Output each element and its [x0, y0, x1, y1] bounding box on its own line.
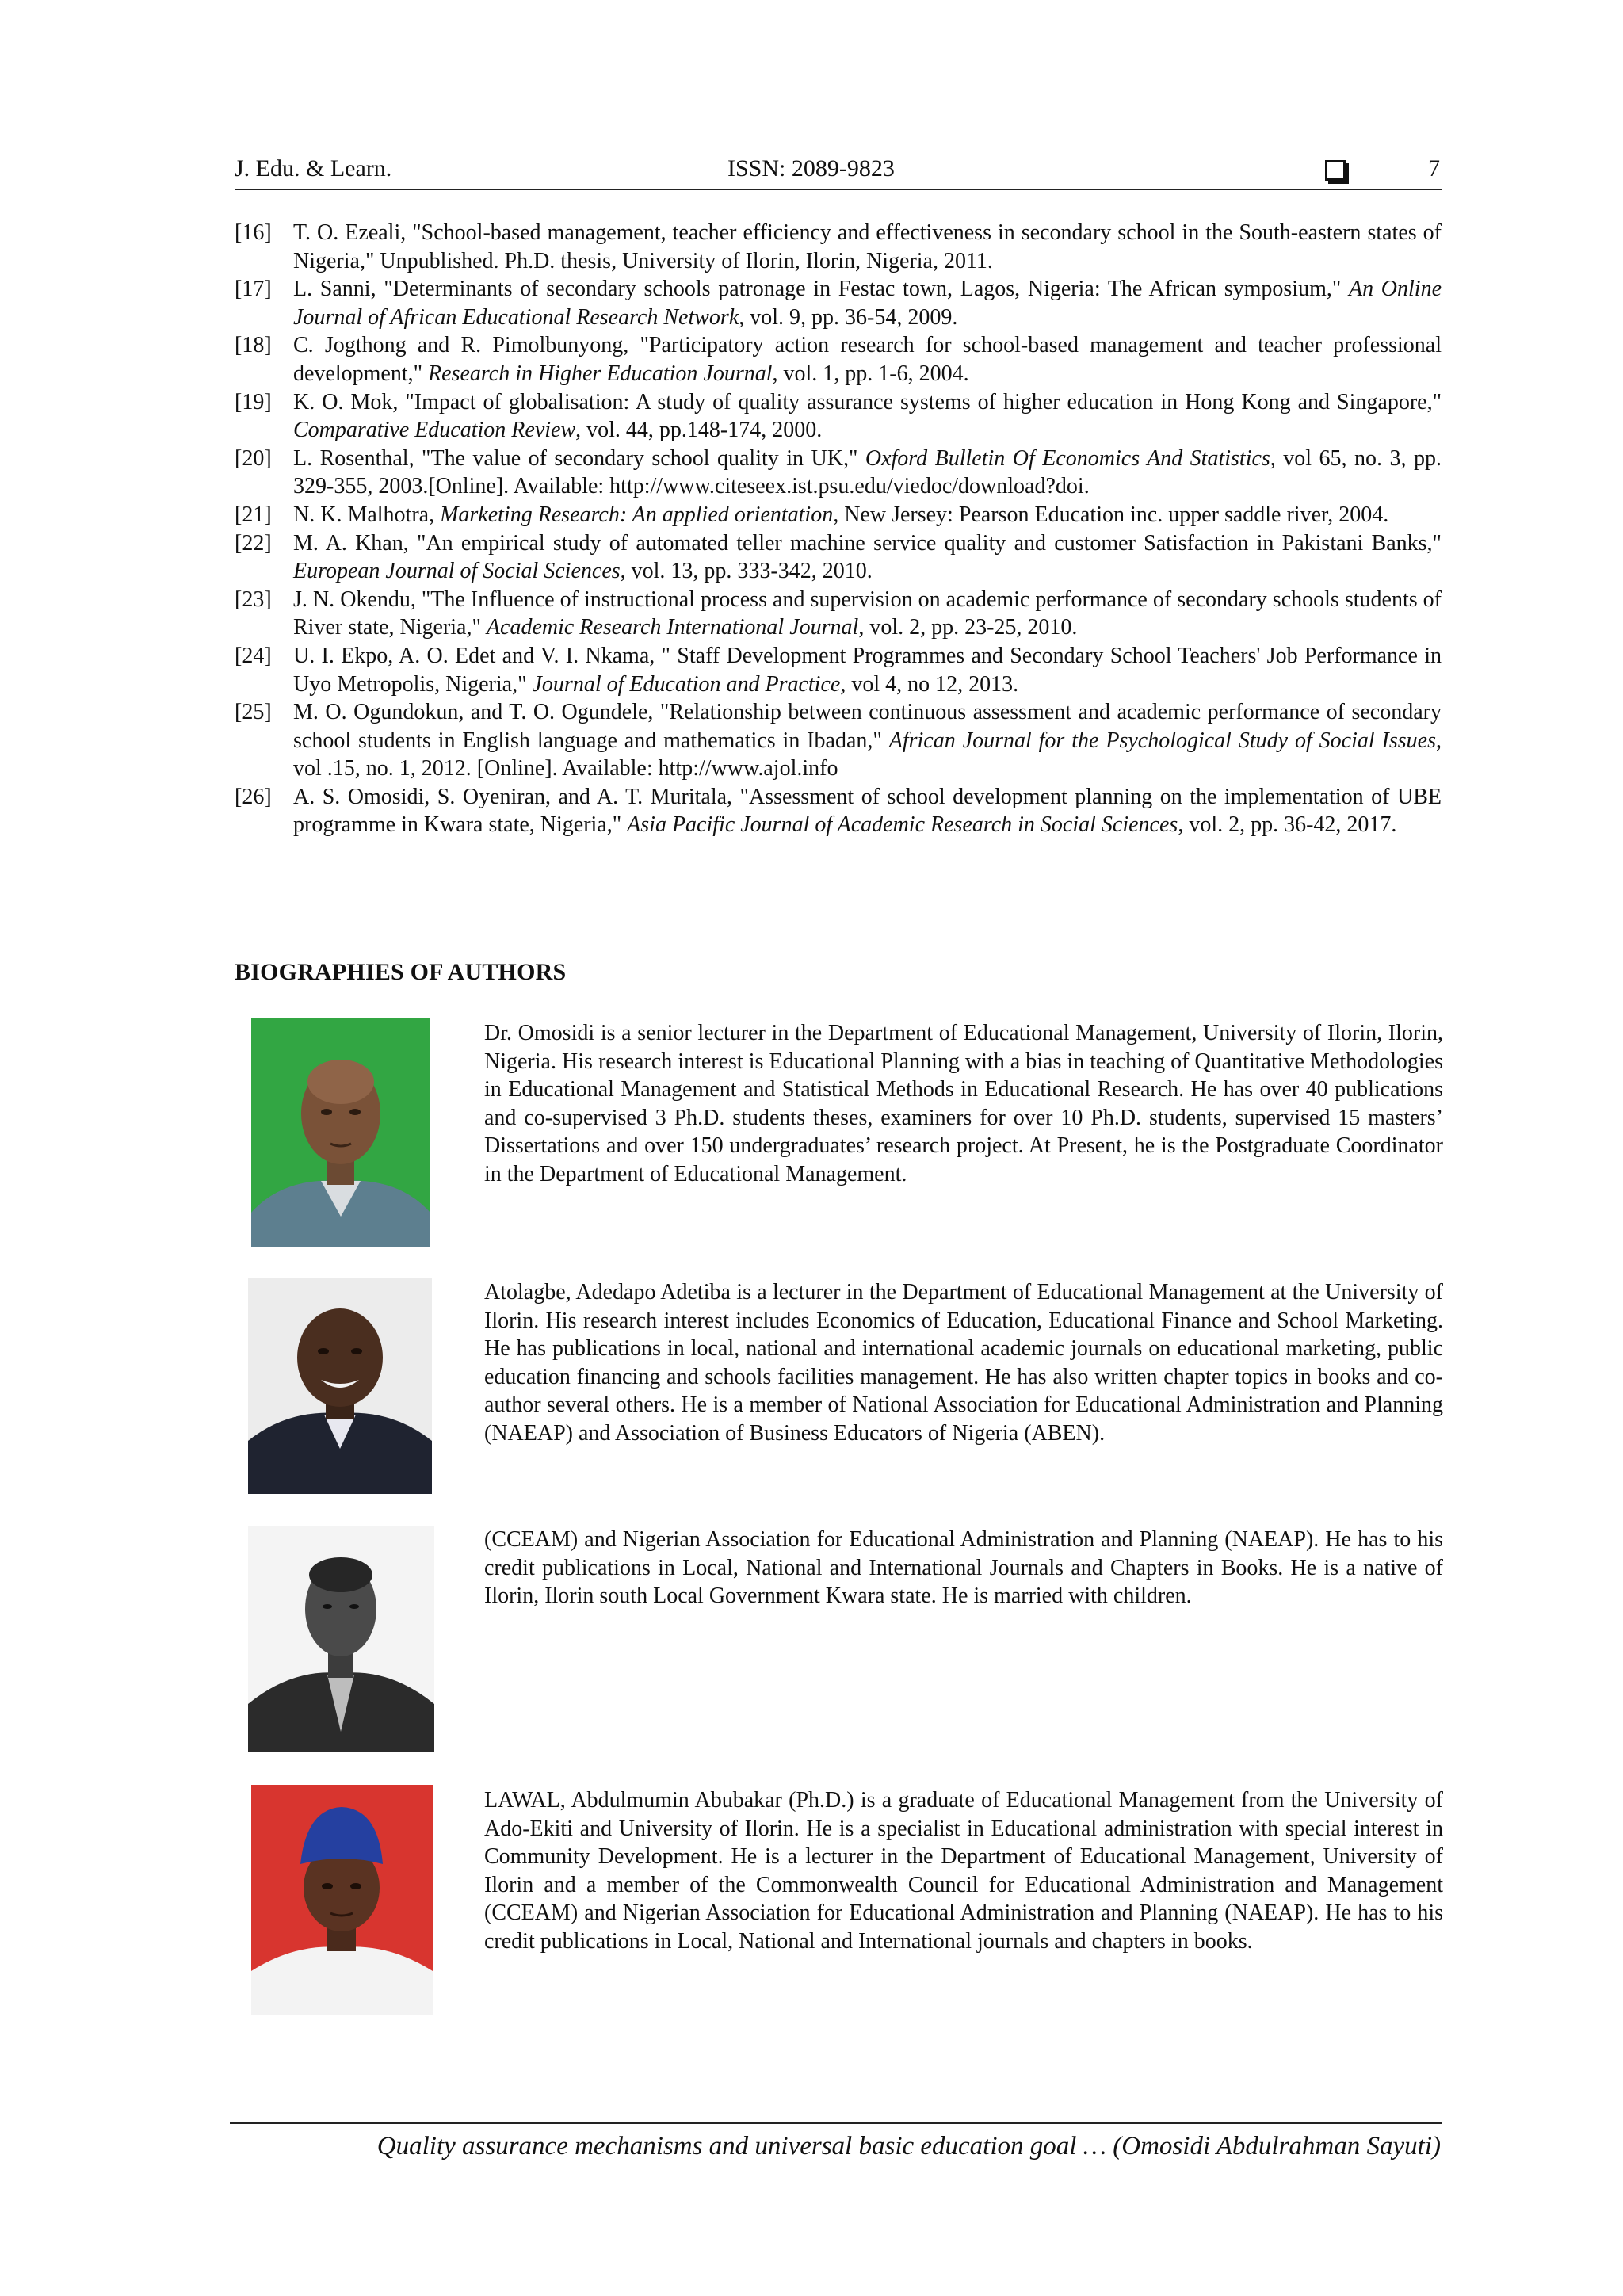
- reference-text: [293, 219, 1442, 275]
- reference-text-part: , vol. 44, pp.148-174, 2000.: [575, 418, 823, 443]
- reference-text-part: , vol. 13, pp. 333-342, 2010.: [620, 559, 873, 584]
- reference-source-title: Oxford Bulletin Of Economics And Statistics: [865, 445, 1270, 471]
- reference-text-part: vol 4, no 12, 2013.: [846, 671, 1019, 697]
- reference-item: [235, 219, 1442, 275]
- reference-text-part: , vol 65, no. 3, pp. 329-355, 2003.[Online]. Available: http://www.citeseex.ist.psu.edu/viedoc/download?doi.: [293, 445, 1442, 499]
- reference-text-part: A. S. Omosidi, S. Oyeniran, and A. T. Muritala, "Assessment of school development planning on the implementation of UBE programme in Kwara state, Nigeria,": [293, 784, 1442, 838]
- reference-text: [293, 783, 1442, 839]
- reference-item: [235, 445, 1442, 501]
- reference-text-part: L. Sanni, "Determinants of secondary schools patronage in Festac town, Lagos, Nigeria: The African symposium,": [293, 277, 1349, 302]
- reference-text: [293, 501, 1442, 529]
- reference-text-part: J. N. Okendu, "The Influence of instructional process and supervision on academic performance of secondary schools students of River state, Nigeria,": [293, 586, 1442, 640]
- reference-text-part: , vol. 9, pp. 36-54, 2009.: [739, 304, 958, 330]
- reference-text: [293, 331, 1442, 388]
- reference-item: [235, 275, 1442, 331]
- reference-source-title: Research in Higher Education Journal: [428, 361, 773, 386]
- footer-rule: [230, 2122, 1442, 2124]
- reference-source-title: Comparative Education Review: [293, 418, 576, 443]
- running-footer: Quality assurance mechanisms and universal basic education goal … (Omosidi Abdulrahman Sayuti): [376, 2132, 1441, 2160]
- reference-text-part: , vol. 2, pp. 36-42, 2017.: [1178, 812, 1397, 838]
- author-bio-2: Atolagbe, Adedapo Adetiba is a lecturer in the Department of Educational Management at the University of Ilorin. His research interest includes Economics of Education, Educational Finance and School Marketing. He has publications in local, national and international academic journals on educational marketing, public education financing and schools facilities management. He has also written chapter topics in books and co-author several others. He is a member of National Association for Educational Administration and Planning (NAEAP) and Association of Business Educators of Nigeria (ABEN).: [484, 1280, 1443, 1446]
- reference-text-part: M. A. Khan, "An empirical study of automated teller machine service quality and customer Satisfaction in Pakistani Banks,": [293, 530, 1442, 556]
- author-bio-1: Dr. Omosidi is a senior lecturer in the Department of Educational Management, University of Ilorin, Ilorin, Nigeria. His research interest is Educational Planning with a bias in teaching of Quantitative Methodologies in Educational Management and Statistical Methods in Educational Research. He has over 40 publications and co-supervised 3 Ph.D. students theses, examiners for over 10 Ph.D. students, supervised 15 masters’ Dissertations and over 150 undergraduates’ research project. At Present, he is the Postgraduate Coordinator in the Department of Educational Management.: [484, 1021, 1443, 1186]
- reference-item: [235, 698, 1442, 783]
- reference-text-part: N. K. Malhotra,: [293, 502, 441, 527]
- reference-text-part: , vol. 1, pp. 1-6, 2004.: [772, 361, 969, 386]
- reference-source-title: An Online Journal of African Educational Research Network: [293, 277, 1442, 330]
- reference-source-title: Marketing Research: An applied orientation,: [440, 502, 839, 527]
- checkbox-square-icon: [1325, 160, 1346, 181]
- author-bio-3: (CCEAM) and Nigerian Association for Educational Administration and Planning (NAEAP). He has to his credit publications in Local, National and International Journals and Chapters in Books. He is a native of Ilorin, Ilorin south Local Government Kwara state. He is married with children.: [484, 1527, 1443, 1609]
- reference-text: [293, 642, 1442, 698]
- author-photo-2: [248, 1278, 432, 1494]
- reference-source-title: European Journal of Social Sciences: [293, 559, 621, 584]
- reference-text-part: , vol. 2, pp. 23-25, 2010.: [858, 615, 1078, 640]
- reference-text-part: L. Rosenthal, "The value of secondary school quality in UK,": [293, 445, 865, 471]
- reference-text-part: New Jersey: Pearson Education inc. upper saddle river, 2004.: [838, 502, 1389, 527]
- reference-text-part: U. I. Ekpo, A. O. Edet and V. I. Nkama, " Staff Development Programmes and Secondary School Teachers' Job Performance in Uyo Metropolis, Nigeria,": [293, 643, 1442, 697]
- reference-number: [22]: [235, 530, 272, 556]
- running-header: [235, 155, 1442, 190]
- reference-number: [20]: [235, 445, 272, 471]
- reference-item: [235, 529, 1442, 586]
- journal-abbrev: J. Edu. & Learn.: [235, 155, 392, 181]
- reference-item: [235, 501, 1442, 529]
- reference-item: [235, 783, 1442, 839]
- reference-text-part: T. O. Ezeali, "School-based management, teacher efficiency and effectiveness in secondary school in the South-eastern states of Nigeria," Unpublished. Ph.D. thesis, University of Ilorin, Ilorin, Nigeria, 2011.: [293, 220, 1442, 273]
- reference-number: [19]: [235, 389, 272, 415]
- author-photo-4: [251, 1785, 433, 2015]
- page-number: 7: [1428, 155, 1440, 181]
- reference-text-part: M. O. Ogundokun, and T. O. Ogundele, "Relationship between continuous assessment and academic performance of secondary school students in English language and mathematics in Ibadan,": [293, 700, 1442, 753]
- issn: ISSN: 2089-9823: [727, 155, 895, 181]
- reference-number: [25]: [235, 700, 272, 725]
- reference-text: [293, 388, 1442, 445]
- reference-item: [235, 586, 1442, 642]
- reference-text: [293, 529, 1442, 586]
- reference-number: [16]: [235, 220, 272, 245]
- reference-source-title: Academic Research International Journal: [486, 615, 859, 640]
- reference-text-part: K. O. Mok, "Impact of globalisation: A study of quality assurance systems of higher education in Hong Kong and Singapore,": [293, 389, 1442, 415]
- author-bio-4: LAWAL, Abdulmumin Abubakar (Ph.D.) is a graduate of Educational Management from the University of Ado-Ekiti and University of Ilorin. He is a specialist in Educational administration with special interest in Community Development. He is a lecturer in the Department of Educational Management, University of Ilorin and a member of the Commonwealth Council for Educational Administration and Management (CCEAM) and Nigerian Association for Educational Administration and Planning (NAEAP). He has to his credit publications in Local, National and International journals and chapters in books.: [484, 1788, 1443, 1954]
- reference-text: [293, 586, 1442, 642]
- biographies-heading: BIOGRAPHIES OF AUTHORS: [235, 959, 567, 985]
- reference-text: [293, 445, 1442, 501]
- reference-number: [26]: [235, 784, 272, 809]
- reference-list: [235, 219, 1442, 839]
- reference-number: [21]: [235, 502, 272, 527]
- reference-number: [23]: [235, 586, 272, 612]
- author-photo-3: [248, 1526, 434, 1752]
- reference-number: [18]: [235, 333, 272, 358]
- reference-text-part: C. Jogthong and R. Pimolbunyong, "Participatory action research for school-based management and teacher professional development,": [293, 333, 1442, 386]
- reference-number: [17]: [235, 277, 272, 302]
- author-photo-1: [251, 1018, 430, 1247]
- reference-item: [235, 642, 1442, 698]
- reference-item: [235, 331, 1442, 388]
- reference-item: [235, 388, 1442, 445]
- reference-number: [24]: [235, 643, 272, 668]
- reference-text: [293, 275, 1442, 331]
- reference-source-title: African Journal for the Psychological Study of Social Issues: [888, 728, 1436, 753]
- reference-source-title: Journal of Education and Practice,: [532, 671, 846, 697]
- reference-source-title: Asia Pacific Journal of Academic Research in Social Sciences: [627, 812, 1178, 838]
- reference-text-part: , vol .15, no. 1, 2012. [Online]. Available: http://www.ajol.info: [293, 728, 1442, 781]
- reference-text: [293, 698, 1442, 783]
